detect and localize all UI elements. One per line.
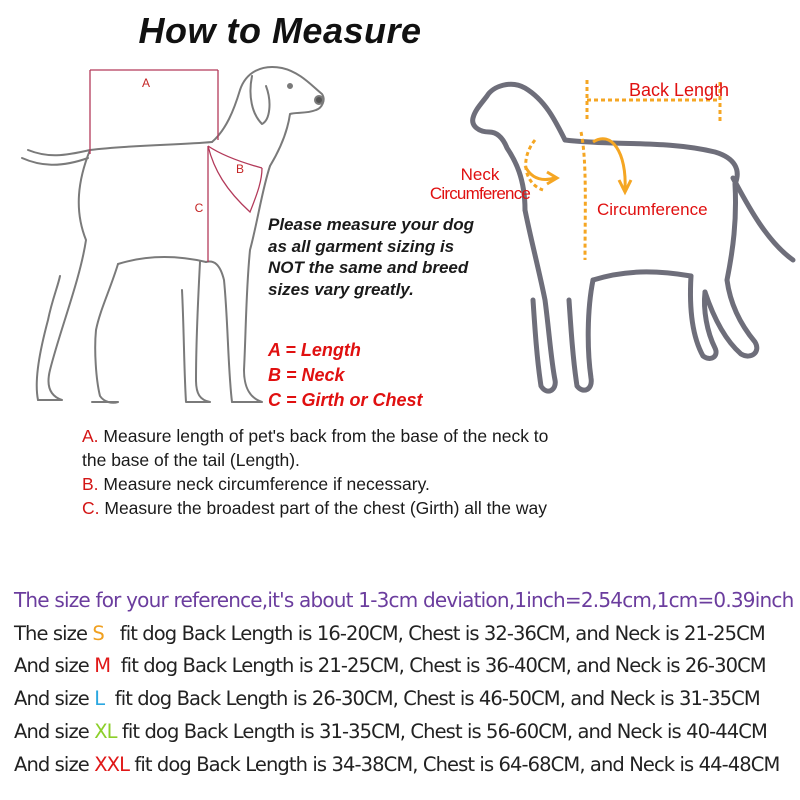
size-reference-note: The size for your reference,it's about 1-3cm deviation,1inch=2.54cm,1cm=0.39inch [14,588,794,612]
size-code: L [94,687,105,710]
size-line-s [14,622,765,645]
size-prefix: And size [14,720,95,743]
step-line [82,496,602,520]
size-text: fit dog Back Length is 31-35CM, Chest is 56-60CM, and Neck is 40-44CM [116,720,767,743]
step-line [82,448,602,472]
size-code: XXL [94,753,130,776]
legend-length: A = Length [268,340,361,360]
size-code: S [92,622,104,645]
note-line: Please measure your dog [268,215,474,234]
label-b: B [235,162,245,176]
note-line: sizes vary greatly. [268,279,414,299]
legend-girth: C = Girth or Chest [268,390,423,410]
right-dog-outline [473,84,793,391]
note-line: as all garment sizing is [268,236,455,256]
neck-label-line-2: Circumference [429,184,531,203]
page-title: How to Measure [138,10,422,51]
circumference-label: Circumference [597,200,708,219]
legend-neck: B = Neck [268,365,345,385]
size-code: XL [94,720,117,743]
step-text: Measure neck circumference if necessary. [98,474,430,494]
step-text: Measure the broadest part of the chest (Girth) all the way [99,498,547,518]
step-line [82,424,602,448]
measure-note [268,214,518,300]
neck-label-line-1: Neck [460,165,500,184]
size-text: fit dog Back Length is 21-25CM, Chest is 36-40CM, and Neck is 26-30CM [110,654,766,677]
size-prefix: And size [14,654,95,677]
size-line-l [14,687,760,710]
note-line: NOT the same and breed [268,258,469,277]
step-text: the base of the tail (Length). [82,450,300,470]
size-prefix: And size [14,753,95,776]
step-key: B. [82,474,99,494]
back-length-label: Back Length [629,80,730,100]
measure-steps [82,424,602,520]
size-prefix: And size [14,687,95,710]
neck-circumference-label [424,165,536,203]
size-text: fit dog Back Length is 26-30CM, Chest is 46-50CM, and Neck is 31-35CM [104,687,760,710]
step-key: C. [82,498,100,518]
size-line-xl [14,720,767,743]
measure-legend [268,338,423,413]
label-c: C [194,201,204,215]
size-text: fit dog Back Length is 34-38CM, Chest is 64-68CM, and Neck is 44-48CM [129,753,780,776]
size-text: fit dog Back Length is 16-20CM, Chest is 32-36CM, and Neck is 21-25CM [103,622,765,645]
step-key: A. [82,426,99,446]
size-line-m [14,654,766,677]
orange-arrows [525,139,631,192]
size-line-xxl [14,753,779,776]
size-prefix: The size [14,622,93,645]
step-line [82,472,602,496]
size-code: M [94,654,111,677]
label-a: A [141,76,151,90]
step-text: Measure length of pet's back from the base of the neck to [98,426,549,446]
orange-measure-lines [526,80,720,260]
